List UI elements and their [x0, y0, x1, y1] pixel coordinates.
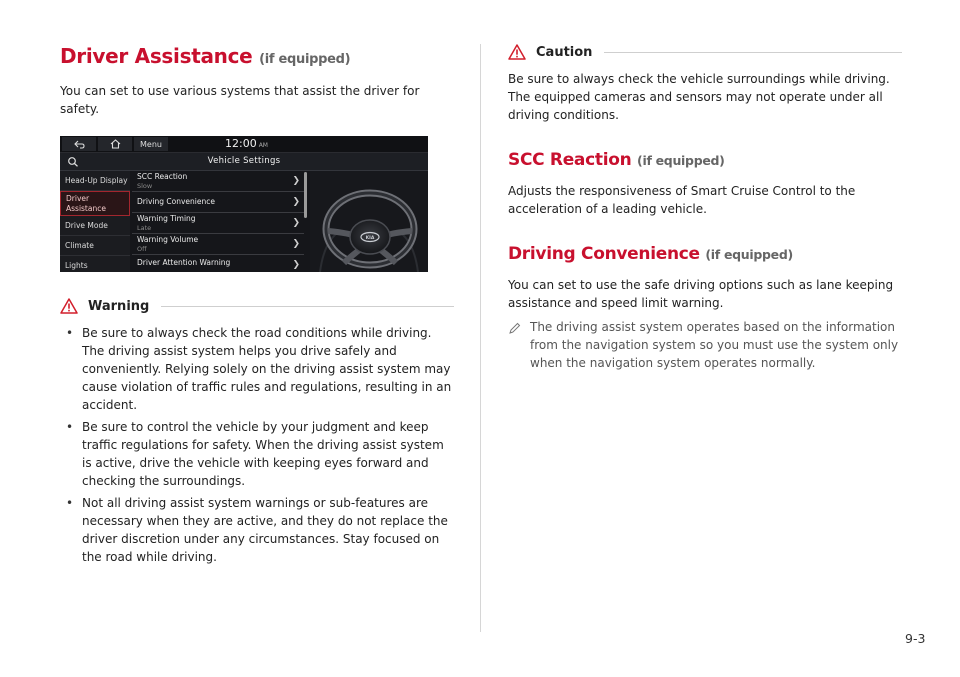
settings-sidebar: [60, 171, 130, 272]
sidebar-item-lights[interactable]: Lights: [60, 256, 130, 272]
screen-topbar: [60, 136, 428, 153]
screen-title: Vehicle Settings: [207, 156, 281, 166]
list-item: • Not all driving assist system warnings or sub-features are necessary when they are active, and they do not replace the driver discretion under any circumstances. Stay focused on the road while driving.: [60, 494, 454, 566]
back-arrow-icon: [74, 140, 85, 149]
warning-section: [60, 298, 454, 566]
sidebar-item-drive-mode[interactable]: Drive Mode: [60, 216, 130, 236]
sidebar-item-label: Driver Assistance: [66, 193, 106, 213]
chevron-right-icon: ❯: [292, 218, 300, 228]
scc-reaction-text: Adjusts the responsiveness of Smart Cruise Control to the acceleration of a leading vehicle.: [508, 184, 856, 216]
list-scrollbar[interactable]: [304, 172, 307, 218]
list-item-warning-timing[interactable]: Warning Timing Late ❯: [132, 213, 304, 234]
note-pencil-icon: [508, 318, 530, 372]
list-item: • Be sure to always check the road conditions while driving. The driving assist system helps you drive safely and conveniently. Relying solely on the driving assist system may cause violation of traffic rules and regulations, resulting in an accident.: [60, 324, 454, 414]
column-divider: [480, 44, 481, 632]
warning-label: Warning: [88, 298, 150, 314]
driving-convenience-heading: Driving Convenience (if equipped): [508, 244, 793, 264]
title-qualifier: (if equipped): [259, 52, 351, 67]
warning-list: [60, 324, 454, 566]
page-title: Driver Assistance (if equipped): [60, 44, 351, 68]
list-item-driver-attention-warning[interactable]: Driver Attention Warning ❯: [137, 258, 300, 270]
caution-section: [508, 44, 902, 124]
list-item: • Be sure to control the vehicle by your judgment and keep traffic regulations for safety. When the driving assist system is active, drive the vehicle with keeping eyes forward and checking the surroundings.: [60, 418, 454, 490]
scc-reaction-heading: SCC Reaction (if equipped): [508, 150, 725, 170]
sidebar-item-driver-assistance[interactable]: [60, 191, 130, 216]
chevron-right-icon: ❯: [292, 197, 300, 207]
note-block: [508, 318, 902, 372]
screen-titlebar: [60, 153, 428, 171]
warning-triangle-icon: [508, 44, 526, 60]
driving-convenience-text: You can set to use the safe driving options such as lane keeping assistance and speed limit warning.: [508, 278, 894, 310]
clock: 12:00 AM: [225, 137, 268, 150]
heading-qualifier: (if equipped): [637, 153, 725, 168]
heading-qualifier: (if equipped): [705, 247, 793, 262]
settings-list: [132, 171, 304, 272]
warning-triangle-icon: [60, 298, 78, 314]
right-column: [508, 44, 902, 372]
menu-button[interactable]: Menu: [134, 137, 168, 151]
back-button[interactable]: [62, 137, 96, 151]
caution-rule: [604, 52, 902, 53]
warning-rule: [161, 306, 454, 307]
home-button[interactable]: [98, 137, 132, 151]
caution-text: Be sure to always check the vehicle surroundings while driving. The equipped cameras and sensors may not operate under all driving conditions.: [508, 72, 890, 122]
list-item-scc-reaction[interactable]: SCC Reaction Slow ❯: [132, 171, 304, 192]
left-column: [60, 44, 454, 570]
chevron-right-icon: ❯: [292, 239, 300, 249]
home-icon: [110, 139, 121, 149]
list-item-driving-convenience[interactable]: Driving Convenience ❯: [132, 192, 304, 213]
chevron-right-icon: ❯: [292, 260, 300, 270]
sidebar-item-head-up-display[interactable]: Head-Up Display: [60, 171, 130, 191]
vehicle-settings-screen: [60, 136, 428, 272]
page-number: 9-3: [905, 631, 926, 646]
note-text: The driving assist system operates based on the information from the navigation system so you must use the system only when the navigation system operates normally.: [530, 320, 899, 370]
caution-label: Caution: [536, 44, 593, 60]
svg-text:KIA: KIA: [365, 236, 375, 241]
intro-text: You can set to use various systems that assist the driver for safety.: [60, 84, 420, 116]
chevron-right-icon: ❯: [292, 176, 300, 186]
steering-wheel-image: [310, 171, 428, 272]
sidebar-item-climate[interactable]: Climate: [60, 236, 130, 256]
list-item-warning-volume[interactable]: Warning Volume Off ❯: [132, 234, 304, 255]
